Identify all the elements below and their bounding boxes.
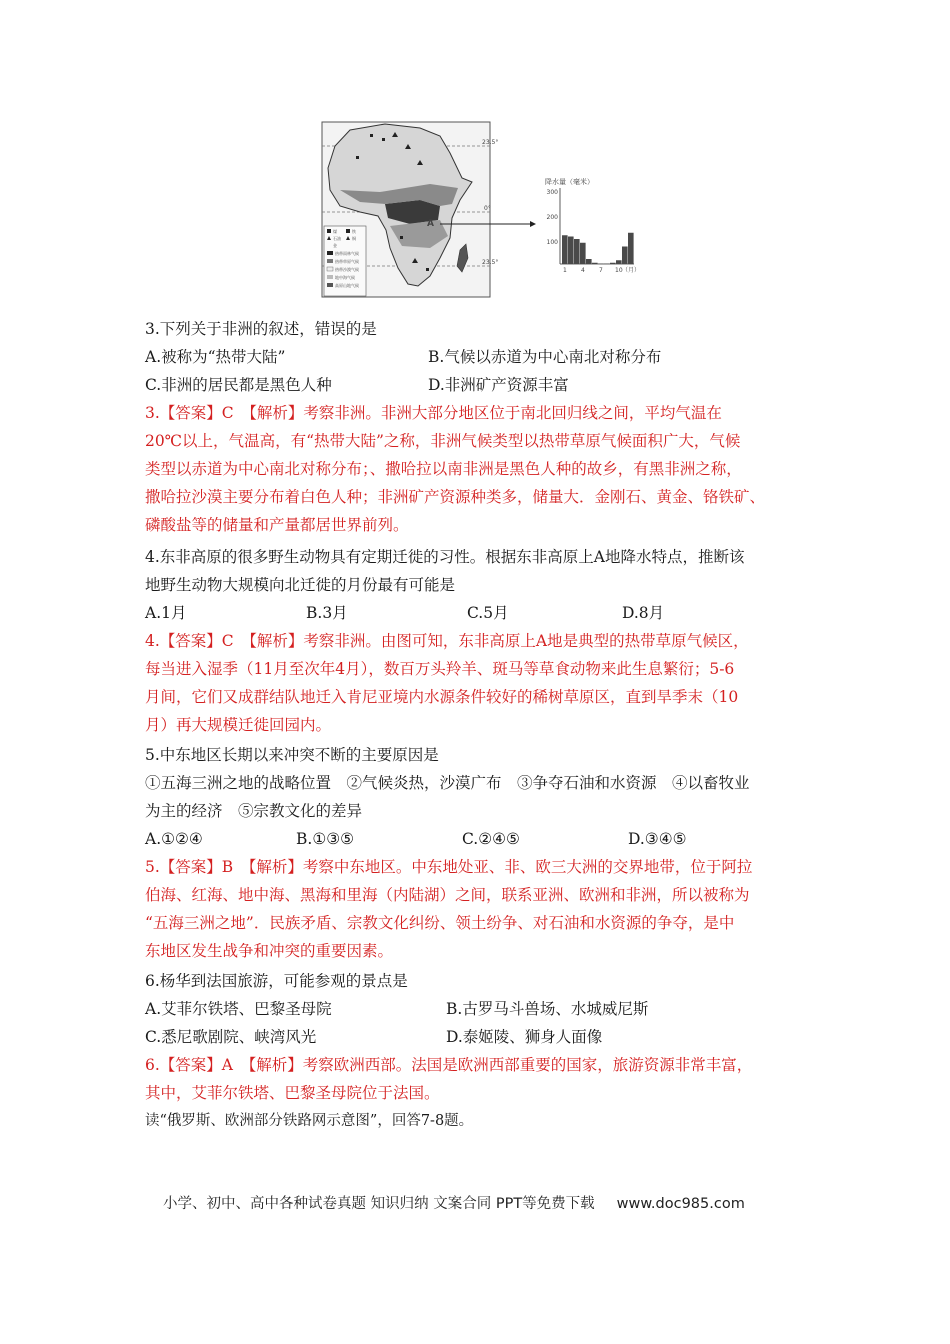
q6-option-b: B.古罗马斗兽场、水城威尼斯: [446, 1000, 649, 1018]
legend-item: 铁: [352, 229, 356, 234]
y-tick-label: 200: [546, 214, 558, 221]
q6-answer-line: 其中，艾菲尔铁塔、巴黎圣母院位于法国。: [145, 1084, 440, 1102]
lat-equator-label: 0°: [484, 205, 491, 212]
footer-text: 小学、初中、高中各种试卷真题 知识归纳 文案合同 PPT等免费下载: [163, 1196, 595, 1212]
point-a-label: A: [427, 219, 434, 229]
precip-bar: [616, 260, 622, 264]
africa-map-figure: [290, 108, 650, 308]
legend-item: 热带草原气候: [335, 259, 359, 264]
y-tick-label: 100: [546, 239, 558, 246]
precip-bar: [628, 233, 634, 264]
precipitation-chart: [545, 177, 640, 274]
q3-answer-line: 磷酸盐等的储量和产量都居世界前列。: [145, 516, 409, 534]
precip-bar: [604, 264, 610, 265]
legend-item: 金: [333, 243, 337, 248]
precip-bar: [580, 243, 586, 264]
precip-bar: [592, 263, 598, 264]
lat-north-label: 23.5°: [482, 139, 499, 146]
q5-items: 为主的经济 ⑤宗教文化的差异: [145, 802, 363, 820]
q4-option-a: A.1月: [145, 604, 187, 622]
q6-option-a: A.艾菲尔铁塔、巴黎圣母院: [145, 1000, 332, 1018]
q5-option-d: D.③④⑤: [628, 830, 687, 848]
chart-xlabel: （月）: [622, 267, 641, 274]
q5-answer-line: “五海三洲之地”．民族矛盾、宗教文化纠纷、领土纷争、对石油和水资源的争夺，是中: [145, 914, 735, 932]
x-tick-label: 7: [599, 267, 603, 274]
q4-stem: 4.东非高原的很多野生动物具有定期迁徙的习性。根据东非高原上A地降水特点，推断该: [145, 548, 745, 566]
q3-option-b: B.气候以赤道为中心南北对称分布: [428, 348, 662, 366]
q5-option-c: C.②④⑤: [462, 830, 520, 848]
q4-option-d: D.8月: [622, 604, 665, 622]
x-tick-label: 1: [563, 267, 567, 274]
q4-stem: 地野生动物大规模向北迁徙的月份最有可能是: [145, 576, 456, 594]
q6-answer-line: 6.【答案】A 【解析】考察欧洲西部。法国是欧洲西部重要的国家，旅游资源非常丰富，: [145, 1056, 753, 1074]
q6-stem: 6.杨华到法国旅游，可能参观的景点是: [145, 972, 408, 990]
precip-bar: [610, 263, 616, 264]
x-tick-label: 10: [615, 267, 623, 274]
q5-option-b: B.①③⑤: [296, 830, 355, 848]
precip-bar: [586, 259, 592, 264]
q5-answer-line: 东地区发生战争和冲突的重要因素。: [145, 942, 394, 960]
precip-bar: [562, 235, 568, 264]
q3-answer-line: 类型以赤道为中心南北对称分布；、撒哈拉以南非洲是黑色人种的故乡，有黑非洲之称，: [145, 460, 742, 478]
q3-option-d: D.非洲矿产资源丰富: [428, 376, 569, 394]
q4-option-b: B.3月: [306, 604, 348, 622]
legend-item: 高原山地气候: [335, 283, 359, 288]
q5-items: ①五海三洲之地的战略位置 ②气候炎热，沙漠广布 ③争夺石油和水资源 ④以畜牧业: [145, 774, 750, 792]
q5-answer-line: 伯海、红海、地中海、黑海和里海（内陆湖）之间，联系亚洲、欧洲和非洲，所以被称为: [145, 886, 750, 904]
legend-item: 石油: [333, 236, 341, 241]
x-tick-label: 4: [581, 267, 585, 274]
legend-item: 煤: [333, 229, 337, 234]
q3-option-c: C.非洲的居民都是黑色人种: [145, 376, 332, 394]
lat-south-label: 23.5°: [482, 259, 499, 266]
chart-ylabel: 降水量（毫米）: [545, 178, 594, 186]
footer-url[interactable]: www.doc985.com: [616, 1196, 745, 1212]
q4-answer-line: 4.【答案】C 【解析】考察非洲。由图可知，东非高原上A地是典型的热带草原气候区，: [145, 632, 749, 650]
precip-bar: [622, 247, 628, 265]
q4-answer-line: 月间，它们又成群结队地迁入肯尼亚境内水源条件较好的稀树草原区，直到旱季末（10: [145, 688, 739, 706]
legend-item: 地中海气候: [335, 275, 355, 280]
legend-item: 铜: [352, 236, 356, 241]
legend-item: 热带雨林气候: [335, 251, 359, 256]
q4-option-c: C.5月: [467, 604, 509, 622]
q3-answer-line: 撒哈拉沙漠主要分布着白色人种；非洲矿产资源种类多，储量大．金刚石、黄金、铬铁矿、: [145, 488, 766, 506]
q5-option-a: A.①②④: [145, 830, 203, 848]
next-question-intro: 读“俄罗斯、欧洲部分铁路网示意图”，回答7-8题。: [145, 1113, 474, 1129]
legend-item: 热带沙漠气候: [335, 267, 359, 272]
precip-bar: [568, 237, 574, 265]
precip-bar: [574, 239, 580, 264]
page-footer: [163, 1192, 745, 1213]
q5-answer-line: 5.【答案】B 【解析】考察中东地区。中东地处亚、非、欧三大洲的交界地带，位于阿拉: [145, 858, 753, 876]
q3-answer-line: 3.【答案】C 【解析】考察非洲。非洲大部分地区位于南北回归线之间，平均气温在: [145, 404, 722, 422]
q6-option-c: C.悉尼歌剧院、峡湾风光: [145, 1028, 317, 1046]
q4-answer-line: 每当进入湿季（11月至次年4月），数百万头羚羊、斑马等草食动物来此生息繁衍；5-6: [145, 660, 735, 678]
q4-answer-line: 月）再大规模迁徙回园内。: [145, 716, 332, 734]
q3-stem: 3.下列关于非洲的叙述，错误的是: [145, 320, 377, 338]
q3-answer-line: 20℃以上，气温高，有“热带大陆”之称，非洲气候类型以热带草原气候面积广大，气候: [145, 432, 741, 450]
precip-bar: [598, 264, 604, 265]
y-tick-label: 300: [546, 189, 558, 196]
q3-option-a: A.被称为“热带大陆”: [145, 348, 286, 366]
q6-option-d: D.泰姬陵、狮身人面像: [446, 1028, 603, 1046]
q5-stem: 5.中东地区长期以来冲突不断的主要原因是: [145, 746, 439, 764]
